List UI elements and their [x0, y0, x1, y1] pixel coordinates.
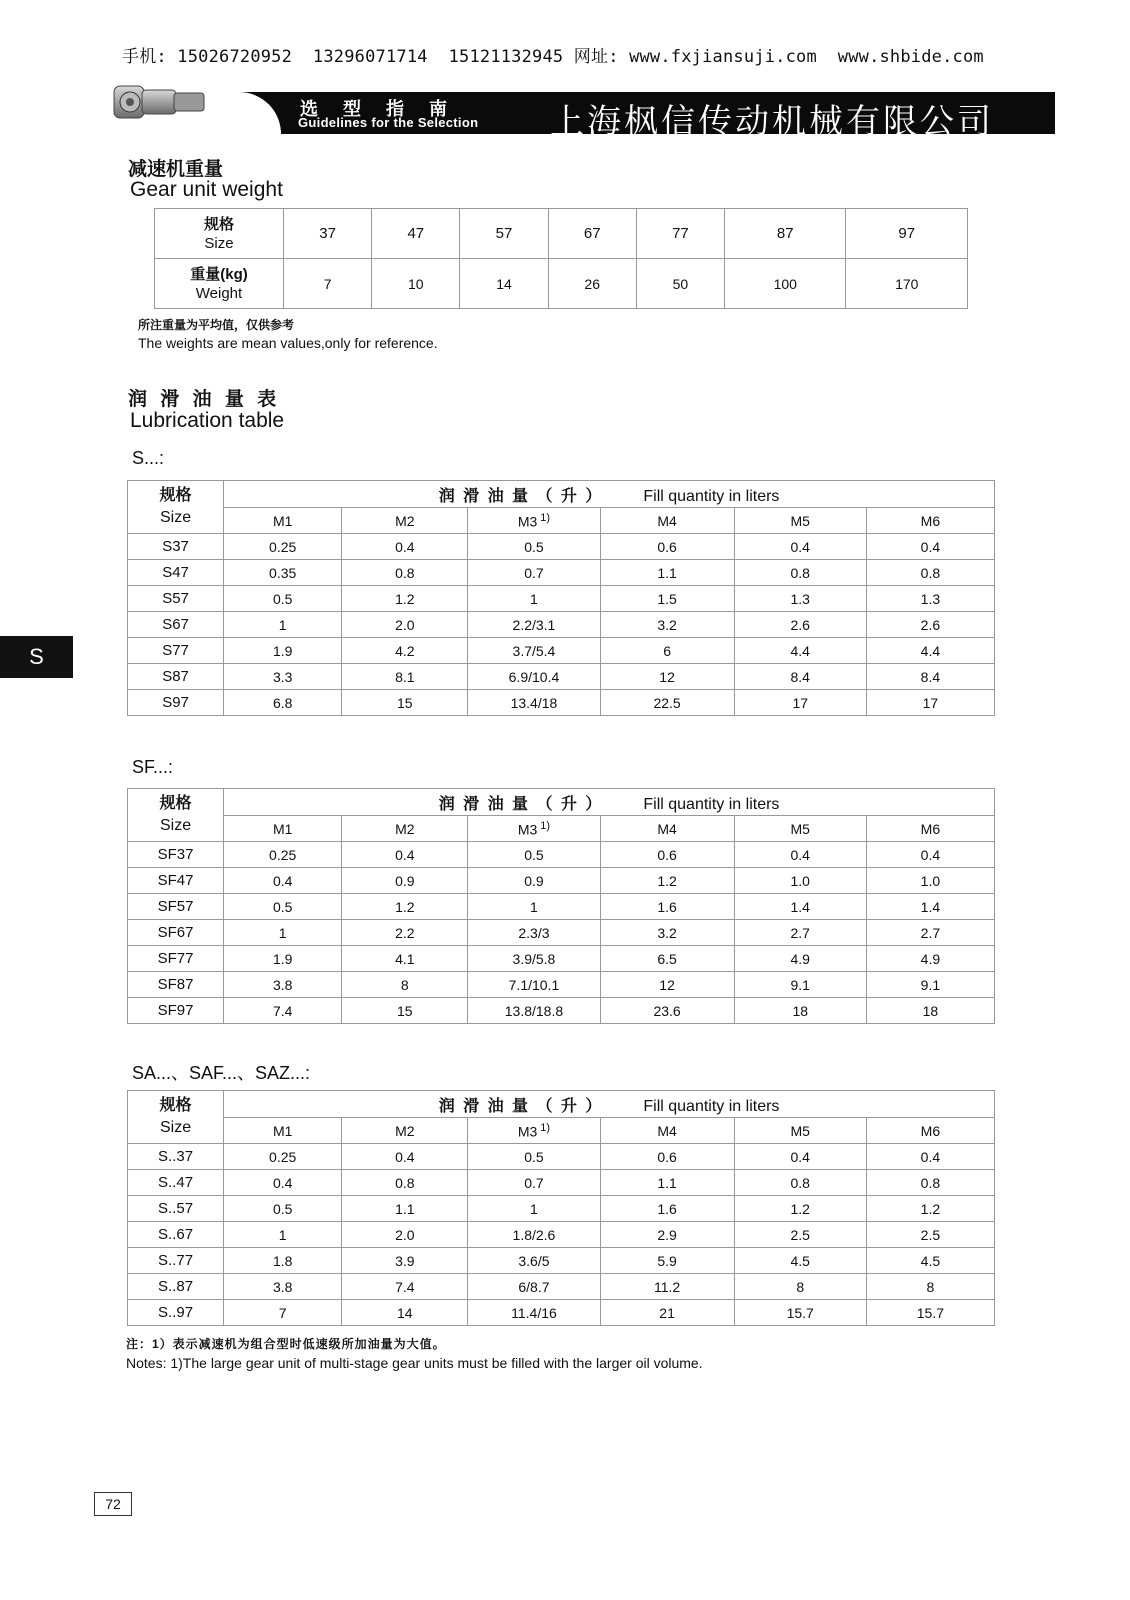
fill-value-cell: 0.8 — [342, 1170, 468, 1196]
size-cell: S97 — [128, 690, 224, 716]
table-row — [128, 894, 995, 920]
table-row — [128, 1248, 995, 1274]
lube-table — [127, 480, 995, 716]
fill-value-cell: 8.4 — [866, 664, 994, 690]
lube-column-row — [128, 508, 995, 534]
fill-value-cell: 6.9/10.4 — [468, 664, 600, 690]
fill-label-en: Fill quantity in liters — [643, 487, 780, 505]
column-header — [342, 508, 468, 534]
fill-quantity-header — [224, 789, 995, 816]
fill-value-cell: 0.4 — [734, 842, 866, 868]
fill-value-cell: 3.9 — [342, 1248, 468, 1274]
fill-label-cn: 润 滑 油 量 （ 升 ） — [438, 1097, 604, 1115]
size-cell: 47 — [372, 209, 460, 259]
size-header-cell — [128, 789, 224, 842]
fill-label-en: Fill quantity in liters — [643, 795, 780, 813]
table-row — [128, 998, 995, 1024]
column-header-label: M4 — [657, 1122, 677, 1139]
fill-value-cell: 12 — [600, 664, 734, 690]
header-title-en: Guidelines for the Selection — [298, 115, 479, 130]
column-header — [866, 508, 994, 534]
fill-value-cell: 1.1 — [600, 560, 734, 586]
table-row — [128, 534, 995, 560]
fill-value-cell: 0.4 — [866, 534, 994, 560]
weight-title-cn: 减速机重量 — [128, 159, 224, 180]
fill-value-cell: 2.0 — [342, 612, 468, 638]
table-row — [128, 690, 995, 716]
fill-value-cell: 1 — [224, 1222, 342, 1248]
fill-value-cell: 4.9 — [866, 946, 994, 972]
fill-value-cell: 8.1 — [342, 664, 468, 690]
column-header-label: M1 — [272, 820, 293, 837]
size-header-en: Size — [159, 509, 192, 526]
weight-label-en: Weight — [195, 284, 243, 302]
fill-value-cell: 6/8.7 — [468, 1274, 600, 1300]
fill-value-cell: 1.0 — [734, 868, 866, 894]
page-number: 72 — [94, 1492, 132, 1516]
size-cell: S..87 — [128, 1274, 224, 1300]
column-header-label: M4 — [657, 820, 677, 837]
column-header-label: M6 — [920, 820, 941, 837]
fill-value-cell: 0.9 — [342, 868, 468, 894]
fill-value-cell: 8 — [342, 972, 468, 998]
lube-title-cn: 润 滑 油 量 表 — [128, 389, 281, 410]
table-row — [128, 664, 995, 690]
fill-value-cell: 1.5 — [600, 586, 734, 612]
weight-cell: 10 — [372, 259, 460, 309]
fill-value-cell: 1 — [468, 1196, 600, 1222]
fill-value-cell: 0.5 — [224, 586, 342, 612]
fill-value-cell: 1.6 — [600, 1196, 734, 1222]
fill-value-cell: 0.5 — [468, 842, 600, 868]
fill-value-cell: 3.9/5.8 — [468, 946, 600, 972]
column-header — [734, 816, 866, 842]
column-header — [600, 816, 734, 842]
size-header-en: Size — [159, 817, 192, 834]
fill-value-cell: 11.4/16 — [468, 1300, 600, 1326]
size-cell: SF47 — [128, 868, 224, 894]
fill-value-cell: 15 — [342, 998, 468, 1024]
fill-label-cn: 润 滑 油 量 （ 升 ） — [438, 795, 604, 813]
fill-value-cell: 0.5 — [224, 1196, 342, 1222]
fill-value-cell: 3.7/5.4 — [468, 638, 600, 664]
lube-header-row — [128, 1091, 995, 1118]
fill-value-cell: 4.5 — [866, 1248, 994, 1274]
fill-value-cell: 0.9 — [468, 868, 600, 894]
column-header-label: M1 — [272, 512, 293, 529]
fill-value-cell: 0.8 — [342, 560, 468, 586]
weight-title-en: Gear unit weight — [130, 178, 283, 201]
fill-value-cell: 1.9 — [224, 946, 342, 972]
fill-value-cell: 7.4 — [224, 998, 342, 1024]
fill-value-cell: 1.2 — [342, 894, 468, 920]
column-header-label: M2 — [395, 512, 415, 529]
fill-value-cell: 1.1 — [342, 1196, 468, 1222]
fill-value-cell: 0.6 — [600, 534, 734, 560]
fill-value-cell: 0.4 — [866, 1144, 994, 1170]
fill-value-cell: 4.5 — [734, 1248, 866, 1274]
fill-value-cell: 1.2 — [600, 868, 734, 894]
fill-value-cell: 0.4 — [342, 1144, 468, 1170]
table-row — [128, 868, 995, 894]
fill-label-cn: 润 滑 油 量 （ 升 ） — [438, 487, 604, 505]
column-header-label: M3 — [517, 513, 538, 530]
column-header-label: M2 — [395, 1122, 415, 1139]
fill-value-cell: 15.7 — [734, 1300, 866, 1326]
size-header-cell — [128, 1091, 224, 1144]
fill-value-cell: 3.3 — [224, 664, 342, 690]
size-label-cell — [155, 209, 284, 259]
size-header-cell — [128, 481, 224, 534]
size-cell: SF77 — [128, 946, 224, 972]
fill-value-cell: 1 — [468, 586, 600, 612]
fill-value-cell: 4.4 — [734, 638, 866, 664]
table-row — [128, 1300, 995, 1326]
column-header-label: M3 — [517, 821, 538, 838]
fill-value-cell: 0.6 — [600, 842, 734, 868]
fill-value-cell: 1.0 — [866, 868, 994, 894]
column-header-label: M6 — [920, 512, 941, 529]
lube-header-row — [128, 481, 995, 508]
lube-note-en: Notes: 1)The large gear unit of multi-stage gear units must be filled with the larger oil volume. — [126, 1355, 703, 1371]
fill-quantity-header — [224, 1091, 995, 1118]
table-row — [128, 638, 995, 664]
fill-value-cell: 1 — [224, 612, 342, 638]
size-header-en: Size — [159, 1119, 192, 1136]
lube-table — [127, 1090, 995, 1326]
fill-value-cell: 3.8 — [224, 1274, 342, 1300]
column-header-label: M3 — [517, 1123, 538, 1140]
lube-title-en: Lubrication table — [130, 409, 285, 432]
fill-value-cell: 1.6 — [600, 894, 734, 920]
fill-value-cell: 0.25 — [224, 842, 342, 868]
column-header — [600, 508, 734, 534]
fill-value-cell: 0.4 — [734, 1144, 866, 1170]
weight-cell: 50 — [636, 259, 724, 309]
fill-value-cell: 1.4 — [734, 894, 866, 920]
fill-value-cell: 2.7 — [866, 920, 994, 946]
size-cell: 87 — [725, 209, 846, 259]
fill-value-cell: 1.4 — [866, 894, 994, 920]
fill-value-cell: 2.9 — [600, 1222, 734, 1248]
fill-value-cell: 0.4 — [224, 868, 342, 894]
fill-value-cell: 5.9 — [600, 1248, 734, 1274]
table-row — [128, 1144, 995, 1170]
fill-value-cell: 17 — [734, 690, 866, 716]
size-cell: SF87 — [128, 972, 224, 998]
fill-value-cell: 1.8/2.6 — [468, 1222, 600, 1248]
weight-label-cell — [155, 259, 284, 309]
column-header — [342, 1118, 468, 1144]
fill-value-cell: 21 — [600, 1300, 734, 1326]
column-header — [734, 508, 866, 534]
column-header-label: M5 — [790, 512, 810, 529]
size-cell: S37 — [128, 534, 224, 560]
column-header — [224, 508, 342, 534]
weight-cell: 26 — [548, 259, 636, 309]
table-row — [128, 1196, 995, 1222]
size-cell: SF37 — [128, 842, 224, 868]
table-row — [128, 586, 995, 612]
weight-cell: 100 — [725, 259, 846, 309]
fill-value-cell: 2.5 — [734, 1222, 866, 1248]
size-cell: SF57 — [128, 894, 224, 920]
fill-value-cell: 0.5 — [224, 894, 342, 920]
size-label-en: Size — [204, 234, 234, 252]
lube-table-label: SA...、SAF...、SAZ...: — [132, 1063, 311, 1083]
fill-value-cell: 18 — [734, 998, 866, 1024]
fill-value-cell: 2.5 — [866, 1222, 994, 1248]
fill-value-cell: 1.2 — [342, 586, 468, 612]
size-cell: S67 — [128, 612, 224, 638]
fill-value-cell: 4.2 — [342, 638, 468, 664]
fill-value-cell: 13.8/18.8 — [468, 998, 600, 1024]
fill-value-cell: 14 — [342, 1300, 468, 1326]
column-header — [468, 816, 600, 842]
fill-value-cell: 8 — [866, 1274, 994, 1300]
size-cell: 57 — [460, 209, 548, 259]
size-label-cn: 规格 — [203, 215, 234, 233]
fill-value-cell: 6.8 — [224, 690, 342, 716]
size-cell: 77 — [636, 209, 724, 259]
footnote-marker: 1) — [540, 819, 551, 832]
fill-value-cell: 1 — [468, 894, 600, 920]
fill-value-cell: 7.4 — [342, 1274, 468, 1300]
size-cell: 67 — [548, 209, 636, 259]
weight-cell: 14 — [460, 259, 548, 309]
weight-size-row — [155, 209, 968, 259]
fill-value-cell: 4.1 — [342, 946, 468, 972]
fill-value-cell: 0.7 — [468, 1170, 600, 1196]
fill-value-cell: 0.8 — [734, 1170, 866, 1196]
header-title-cn: 选 型 指 南 — [300, 99, 458, 119]
weight-label-cn: 重量(kg) — [190, 265, 248, 283]
column-header-label: M5 — [790, 1122, 810, 1139]
fill-value-cell: 0.4 — [342, 842, 468, 868]
fill-value-cell: 9.1 — [866, 972, 994, 998]
weight-cell: 7 — [284, 259, 372, 309]
fill-value-cell: 2.0 — [342, 1222, 468, 1248]
fill-value-cell: 8.4 — [734, 664, 866, 690]
fill-value-cell: 2.6 — [734, 612, 866, 638]
table-row — [128, 560, 995, 586]
fill-value-cell: 18 — [866, 998, 994, 1024]
table-row — [128, 842, 995, 868]
fill-value-cell: 9.1 — [734, 972, 866, 998]
fill-value-cell: 1.2 — [866, 1196, 994, 1222]
lube-column-row — [128, 816, 995, 842]
size-cell: S..67 — [128, 1222, 224, 1248]
fill-value-cell: 2.2 — [342, 920, 468, 946]
column-header — [342, 816, 468, 842]
column-header-label: M6 — [920, 1122, 941, 1139]
column-header-label: M2 — [395, 820, 415, 837]
size-cell: S57 — [128, 586, 224, 612]
fill-value-cell: 3.2 — [600, 612, 734, 638]
table-row — [128, 1222, 995, 1248]
table-row — [128, 920, 995, 946]
fill-value-cell: 0.5 — [468, 1144, 600, 1170]
fill-value-cell: 8 — [734, 1274, 866, 1300]
fill-value-cell: 1.8 — [224, 1248, 342, 1274]
fill-value-cell: 1.2 — [734, 1196, 866, 1222]
fill-value-cell: 4.9 — [734, 946, 866, 972]
fill-value-cell: 0.4 — [342, 534, 468, 560]
lube-table-label: S...: — [132, 448, 165, 468]
fill-value-cell: 2.3/3 — [468, 920, 600, 946]
fill-value-cell: 1 — [224, 920, 342, 946]
fill-value-cell: 6.5 — [600, 946, 734, 972]
size-cell: SF97 — [128, 998, 224, 1024]
fill-value-cell: 2.2/3.1 — [468, 612, 600, 638]
weight-table — [154, 208, 968, 309]
lube-table — [127, 788, 995, 1024]
fill-value-cell: 0.8 — [866, 1170, 994, 1196]
fill-value-cell: 23.6 — [600, 998, 734, 1024]
fill-value-cell: 2.6 — [866, 612, 994, 638]
column-header — [734, 1118, 866, 1144]
size-cell: S..37 — [128, 1144, 224, 1170]
contact-line: 手机: 15026720952 13296071714 15121132945 网址: www.fxjiansuji.com www.shbide.com — [122, 47, 984, 67]
fill-value-cell: 12 — [600, 972, 734, 998]
size-cell: S47 — [128, 560, 224, 586]
footnote-marker: 1) — [540, 1121, 551, 1134]
fill-value-cell: 0.6 — [600, 1144, 734, 1170]
lube-column-row — [128, 1118, 995, 1144]
fill-value-cell: 0.4 — [734, 534, 866, 560]
column-header — [224, 816, 342, 842]
column-header — [600, 1118, 734, 1144]
fill-value-cell: 7.1/10.1 — [468, 972, 600, 998]
fill-value-cell: 0.7 — [468, 560, 600, 586]
fill-value-cell: 2.7 — [734, 920, 866, 946]
weight-note-cn: 所注重量为平均值，仅供参考 — [138, 318, 295, 332]
weight-note-en: The weights are mean values,only for reference. — [138, 335, 438, 351]
lube-note-cn: 注：1）表示减速机为组合型时低速级所加油量为大值。 — [126, 1337, 446, 1351]
fill-value-cell: 7 — [224, 1300, 342, 1326]
fill-value-cell: 0.8 — [866, 560, 994, 586]
lube-table-label: SF...: — [132, 757, 174, 777]
fill-value-cell: 1.3 — [734, 586, 866, 612]
size-header-cn: 规格 — [159, 487, 192, 504]
table-row — [128, 1274, 995, 1300]
company-name: 上海枫信传动机械有限公司 — [550, 102, 994, 142]
fill-value-cell: 17 — [866, 690, 994, 716]
weight-cell: 170 — [846, 259, 968, 309]
fill-value-cell: 15.7 — [866, 1300, 994, 1326]
size-cell: S..77 — [128, 1248, 224, 1274]
gear-unit-icon — [112, 76, 210, 124]
column-header — [866, 1118, 994, 1144]
size-header-cn: 规格 — [159, 1097, 192, 1114]
size-cell: S..47 — [128, 1170, 224, 1196]
column-header — [468, 1118, 600, 1144]
column-header — [866, 816, 994, 842]
fill-value-cell: 3.2 — [600, 920, 734, 946]
size-cell: S..57 — [128, 1196, 224, 1222]
fill-value-cell: 0.4 — [224, 1170, 342, 1196]
table-row — [128, 1170, 995, 1196]
table-row — [128, 972, 995, 998]
weight-value-row — [155, 259, 968, 309]
fill-value-cell: 0.5 — [468, 534, 600, 560]
fill-value-cell: 1.3 — [866, 586, 994, 612]
footnote-marker: 1) — [540, 511, 551, 524]
column-header — [224, 1118, 342, 1144]
fill-value-cell: 0.8 — [734, 560, 866, 586]
column-header-label: M5 — [790, 820, 810, 837]
fill-value-cell: 0.25 — [224, 1144, 342, 1170]
fill-value-cell: 15 — [342, 690, 468, 716]
size-cell: S87 — [128, 664, 224, 690]
fill-value-cell: 13.4/18 — [468, 690, 600, 716]
table-row — [128, 946, 995, 972]
column-header-label: M4 — [657, 512, 677, 529]
column-header-label: M1 — [272, 1122, 293, 1139]
fill-value-cell: 0.35 — [224, 560, 342, 586]
size-cell: 37 — [284, 209, 372, 259]
column-header — [468, 508, 600, 534]
fill-value-cell: 1.9 — [224, 638, 342, 664]
table-row — [128, 612, 995, 638]
fill-value-cell: 3.6/5 — [468, 1248, 600, 1274]
side-tab: S — [0, 636, 73, 678]
fill-value-cell: 0.4 — [866, 842, 994, 868]
fill-label-en: Fill quantity in liters — [643, 1097, 780, 1115]
fill-value-cell: 1.1 — [600, 1170, 734, 1196]
size-cell: SF67 — [128, 920, 224, 946]
fill-value-cell: 6 — [600, 638, 734, 664]
fill-value-cell: 22.5 — [600, 690, 734, 716]
size-cell: S77 — [128, 638, 224, 664]
size-cell: S..97 — [128, 1300, 224, 1326]
fill-quantity-header — [224, 481, 995, 508]
size-header-cn: 规格 — [159, 795, 192, 812]
fill-value-cell: 11.2 — [600, 1274, 734, 1300]
lube-header-row — [128, 789, 995, 816]
size-cell: 97 — [846, 209, 968, 259]
fill-value-cell: 4.4 — [866, 638, 994, 664]
fill-value-cell: 0.25 — [224, 534, 342, 560]
fill-value-cell: 3.8 — [224, 972, 342, 998]
